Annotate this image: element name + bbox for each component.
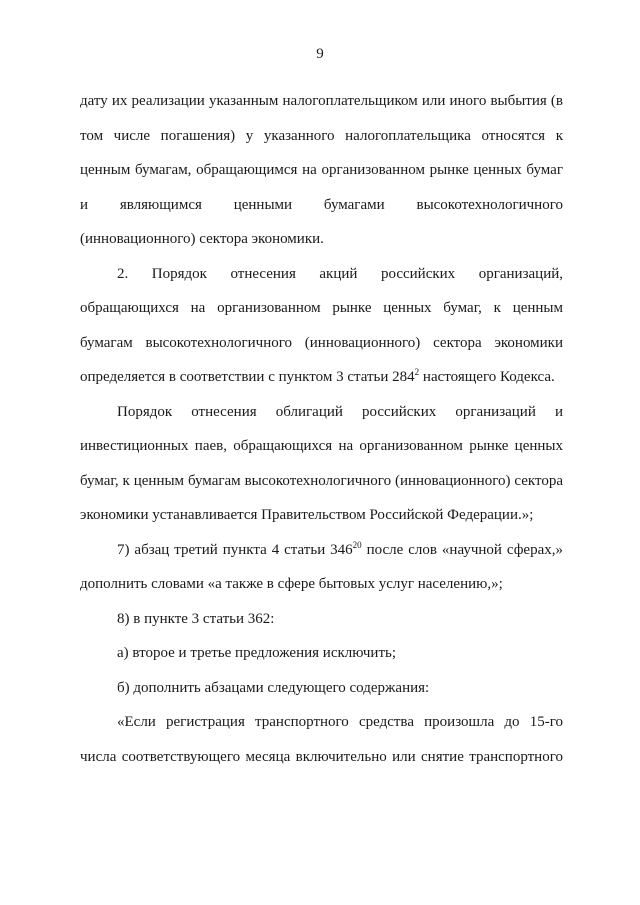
paragraph-5: 8) в пункте 3 статьи 362:	[117, 610, 275, 627]
superscript: 2	[414, 367, 420, 377]
paragraph-6: а) второе и третье предложения исключить;	[117, 645, 397, 661]
paragraph-4-tail: после слов «научной сферах,» дополнить словами «а также в сфере бытовых услуг населению,»;	[80, 541, 564, 592]
paragraph-4	[80, 533, 563, 602]
paragraph-7: б) дополнить абзацами следующего содержания:	[117, 679, 430, 696]
paragraph-1: дату их реализации указанным налогоплательщиком или иного выбытия (в том числе погашения) у указанного налогоплательщика относятся к ценным бумагам, обращающимся на организованном рынке ценных бумаг и являющимся ценными бумагами высокотехнологичного (инновационного) сектора экономики.	[80, 93, 563, 247]
paragraph-2-text: 2. Порядок отнесения акций российских организаций, обращающихся на организованном рынке ценных бумаг, к ценным бумагам высокотехнологичного (инновационного) сектора экономики определяется в соответствии с пунктом 3 статьи 284	[80, 265, 563, 385]
page-number: 9	[316, 46, 324, 62]
document-body	[80, 84, 563, 774]
paragraph-4-text: 7) абзац третий пункта 4 статьи 346	[117, 541, 353, 558]
paragraph-8: «Если регистрация транспортного средства произошла до 15-го числа соответствующего месяца включительно или снятие транспортного	[80, 714, 563, 765]
paragraph-3: Порядок отнесения облигаций российских организаций и инвестиционных паев, обращающихся на организованном рынке ценных бумаг, к ценным бумагам высокотехнологичного (инновационного) сектора экономики устанавливается Правительством Российской Федерации.»;	[80, 403, 563, 523]
paragraph-2-tail: настоящего Кодекса.	[419, 369, 555, 385]
superscript: 20	[352, 539, 362, 550]
paragraph-2	[80, 257, 563, 395]
